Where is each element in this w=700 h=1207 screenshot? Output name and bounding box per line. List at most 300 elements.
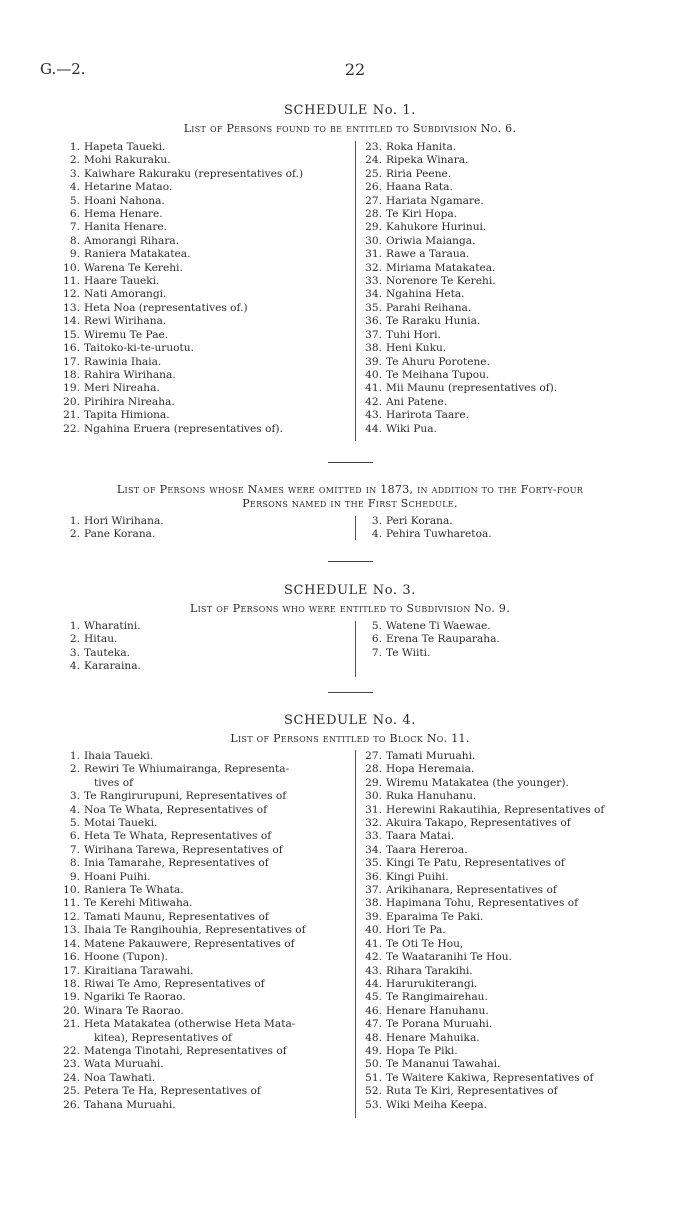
list-item [362,248,557,261]
item-number: 3. [69,167,80,180]
item-number: 45. [365,991,382,1004]
item-number: 14. [63,315,80,328]
item-number: 5. [69,817,80,830]
list-item [60,804,306,817]
item-number: 42. [365,951,382,964]
item-name: Tuhi Hori. [386,328,441,341]
omitted-right-column [362,515,492,542]
list-item [60,633,141,646]
omitted-list-title-line1: List of Persons whose Names were omitted in 1873, in addition to the Forty-four [116,483,584,496]
list-item [362,844,604,857]
item-name: Riria Peene. [386,167,452,180]
item-name: Warena Te Kerehi. [84,261,183,274]
item-name: Ihaia Taueki. [84,750,154,762]
item-name: Heni Kuku. [386,342,447,355]
item-number: 21. [63,1018,80,1031]
list-item [60,248,303,261]
item-name: Tauteka. [84,646,131,659]
list-item [60,262,303,275]
item-number: 1. [69,750,80,762]
item-name: Te Waataranihi Te Hou. [386,951,512,964]
list-item [362,262,557,275]
item-number: 34. [365,288,382,301]
item-number: 4. [69,181,80,194]
item-number: 6. [69,208,80,221]
item-number: 15. [63,328,80,341]
document-reference: G.—2. [40,60,86,78]
list-item [60,315,303,328]
list-item [60,423,303,436]
item-number: 41. [365,382,382,395]
item-name: Hoone (Tupon). [84,951,168,964]
item-number: 5. [69,194,80,207]
item-number: 17. [63,355,80,368]
item-number: 1. [69,620,80,632]
schedule-3-left-column [60,620,141,674]
item-name: Norenore Te Kerehi. [386,275,496,288]
list-item [362,342,557,355]
omitted-list-title-line2: Persons named in the First Schedule. [242,497,458,510]
item-name: Hapeta Taueki. [84,141,166,153]
list-item [60,830,306,843]
list-item [362,382,557,395]
column-divider [355,621,356,677]
list-item [60,777,306,790]
list-item [60,763,306,776]
list-item [60,141,303,154]
list-item [60,528,164,541]
item-number: 31. [365,248,382,261]
list-item [362,991,604,1004]
list-item [60,817,306,830]
item-name: Te Wiiti. [386,646,431,659]
list-item [362,515,492,528]
schedule-1-subtitle: List of Persons found to be entitled to Subdivision No. 6. [183,122,517,135]
item-name: Wiremu Matakatea (the younger). [386,776,569,789]
item-number: 16. [63,951,80,964]
list-item [362,884,604,897]
page-number: 22 [344,60,366,79]
list-item [60,221,303,234]
schedule-3-title: SCHEDULE No. 3. [284,583,416,598]
item-name: Parahi Reihana. [386,301,472,314]
list-item [60,857,306,870]
item-name: Hariata Ngamare. [386,194,484,207]
item-number: 4. [69,803,80,816]
list-item [362,154,557,167]
list-item [60,195,303,208]
list-item [60,871,306,884]
item-number: 32. [365,817,382,830]
list-item [362,857,604,870]
list-item [60,978,306,991]
item-number: 5. [371,620,382,632]
item-number: 16. [63,342,80,355]
item-number: 19. [63,991,80,1004]
item-name: Te Porana Muruahi. [386,1018,493,1031]
item-number: 35. [365,857,382,870]
list-item [60,924,306,937]
item-name: Te Rangirurupuni, Representatives of [84,790,287,803]
item-name: Ani Patene. [386,395,448,408]
item-number: 28. [365,763,382,776]
item-number: 2. [69,528,80,541]
item-name: Petera Te Ha, Representatives of [84,1085,261,1098]
item-name: Peri Korana. [386,515,453,527]
item-name: Henare Hanuhanu. [386,1004,489,1017]
list-item [60,235,303,248]
list-item [362,235,557,248]
schedule-1-right-column [362,141,557,436]
item-number: 27. [365,194,382,207]
item-number: 18. [63,977,80,990]
item-number: 18. [63,368,80,381]
item-number: 27. [365,750,382,762]
list-item [362,369,557,382]
list-item [362,1032,604,1045]
omitted-left-column [60,515,164,542]
item-name: Ngahina Heta. [386,288,465,301]
item-name: Harurukiterangi. [386,977,478,990]
list-item [362,911,604,924]
schedule-4-left-column [60,750,306,1112]
list-item [60,342,303,355]
item-name: Heta Te Whata, Representatives of [84,830,272,843]
list-item [60,1045,306,1058]
item-name: Noa Tawhati. [84,1071,156,1084]
list-item [362,951,604,964]
item-number: 41. [365,937,382,950]
item-number: 31. [365,803,382,816]
list-item [362,315,557,328]
item-number: 33. [365,275,382,288]
list-item [60,965,306,978]
list-item [362,195,557,208]
list-item [362,804,604,817]
list-item [362,965,604,978]
item-name: Kahukore Hurinui. [386,221,487,234]
item-number: 23. [63,1058,80,1071]
item-number: 22. [63,1044,80,1057]
item-name: Te Waitere Kakiwa, Representatives of [386,1071,594,1084]
item-name: Raniera Matakatea. [84,248,191,261]
item-name: Raniera Te Whata. [84,884,184,897]
item-number: 38. [365,897,382,910]
item-name: Hori Wirihana. [84,515,164,527]
item-number: 43. [365,409,382,422]
list-item [60,1072,306,1085]
list-item [362,790,604,803]
list-item [362,396,557,409]
item-number: 20. [63,395,80,408]
list-item [60,154,303,167]
list-item [60,844,306,857]
list-item [60,1018,306,1031]
list-item [362,647,500,660]
item-name: Te Rangimairehau. [386,991,488,1004]
item-number: 40. [365,924,382,937]
list-item [60,790,306,803]
list-item [60,369,303,382]
item-number: 29. [365,221,382,234]
item-number: 37. [365,884,382,897]
item-name: Pane Korana. [84,528,156,541]
item-number: 10. [63,261,80,274]
item-name: Haana Rata. [386,181,453,194]
list-item [362,423,557,436]
item-name: Hapimana Tohu, Representatives of [386,897,579,910]
schedule-4-title: SCHEDULE No. 4. [284,713,416,728]
column-divider [355,141,356,441]
list-item [362,633,500,646]
item-name: Tamati Muruahi. [386,750,476,762]
item-number: 11. [63,897,80,910]
item-name: Matenga Tinotahi, Representatives of [84,1044,287,1057]
list-item [60,515,164,528]
item-name: Mii Maunu (representatives of). [386,382,558,395]
section-rule [328,462,373,463]
item-number: 7. [69,221,80,234]
item-name: Tapita Himiona. [84,409,170,422]
item-name: Heta Matakatea (otherwise Heta Mata- [84,1018,296,1031]
list-item [362,871,604,884]
item-name: Matene Pakauwere, Representatives of [84,937,295,950]
item-number: 1. [69,515,80,527]
item-name: Wiki Pua. [386,422,437,435]
list-item [362,1085,604,1098]
item-number: 44. [365,977,382,990]
item-name: Hori Te Pa. [386,924,446,937]
item-name: Roka Hanita. [386,141,457,153]
item-number: 4. [371,528,382,541]
item-number: 48. [365,1031,382,1044]
item-name: Pehira Tuwharetoa. [386,528,492,541]
list-item [60,1058,306,1071]
item-name: Pirihira Nireaha. [84,395,175,408]
item-number: 2. [69,154,80,167]
schedule-4-subtitle: List of Persons entitled to Block No. 11. [230,732,470,745]
list-item [362,1099,604,1112]
item-name: Taitoko-ki-te-uruotu. [84,342,194,355]
item-number: 14. [63,937,80,950]
item-name: Hoani Puihi. [84,870,151,883]
list-item [60,1085,306,1098]
item-number: 43. [365,964,382,977]
list-item [362,288,557,301]
item-number: 7. [69,843,80,856]
item-number: 30. [365,790,382,803]
item-name: Riwai Te Amo, Representatives of [84,977,265,990]
item-number: 30. [365,234,382,247]
item-number: 7. [371,646,382,659]
list-item [60,329,303,342]
list-item [362,356,557,369]
item-name: Inia Tamarahe, Representatives of [84,857,269,870]
item-number: 37. [365,328,382,341]
item-name: Kingi Puihi. [386,870,449,883]
list-item [362,830,604,843]
item-number: 19. [63,382,80,395]
list-item [60,208,303,221]
item-number: 2. [69,633,80,646]
item-number: 42. [365,395,382,408]
list-item [362,221,557,234]
item-name: Henare Mahuika. [386,1031,480,1044]
section-rule [328,561,373,562]
item-number: 13. [63,301,80,314]
item-name: Taara Hereroa. [386,843,468,856]
item-number: 51. [365,1071,382,1084]
item-name: Kaiwhare Rakuraku (representatives of.) [84,167,304,180]
item-name: Heta Noa (representatives of.) [84,301,248,314]
item-name: Te Ahuru Porotene. [386,355,490,368]
item-name: Rewiri Te Whiumairanga, Representa- [84,763,290,776]
item-number: 39. [365,910,382,923]
item-number: 9. [69,870,80,883]
item-name: Meri Nireaha. [84,382,160,395]
item-name: Ruta Te Kiri, Representatives of [386,1085,558,1098]
item-name: Hema Henare. [84,208,163,221]
item-number: 50. [365,1058,382,1071]
item-number: 26. [365,181,382,194]
item-number: 8. [69,857,80,870]
item-name: Erena Te Rauparaha. [386,633,500,646]
item-name: Harirota Taare. [386,409,469,422]
list-item [362,897,604,910]
list-item [362,168,557,181]
item-name: Wiremu Te Pae. [84,328,169,341]
item-name: Noa Te Whata, Representatives of [84,803,268,816]
item-number: 22. [63,422,80,435]
list-item [362,817,604,830]
item-number: 34. [365,843,382,856]
schedule-4-right-column [362,750,604,1112]
item-number: 32. [365,261,382,274]
item-name: Rewi Wirihana. [84,315,167,328]
item-number: 2. [69,763,80,776]
item-number: 36. [365,870,382,883]
item-name: Watene Ti Waewae. [386,620,491,632]
list-item [60,356,303,369]
item-number: 1. [69,141,80,153]
item-name: Ruka Hanuhanu. [386,790,477,803]
list-item [362,978,604,991]
item-number: 12. [63,288,80,301]
item-name: Hanita Henare. [84,221,168,234]
list-item [60,382,303,395]
list-item [362,208,557,221]
item-number: 35. [365,301,382,314]
item-number: 36. [365,315,382,328]
list-item [362,1005,604,1018]
item-number: 8. [69,234,80,247]
list-item [60,951,306,964]
list-item [362,777,604,790]
list-item [60,288,303,301]
item-number: 12. [63,910,80,923]
item-number: 9. [69,248,80,261]
column-divider [355,516,356,540]
list-item [362,329,557,342]
item-name: Taara Matai. [386,830,455,843]
item-name: Hitau. [84,633,118,646]
item-number: 24. [63,1071,80,1084]
list-item [362,528,492,541]
item-name: Akuira Takapo, Representatives of [386,817,571,830]
item-number: 53. [365,1098,382,1111]
item-name: Miriama Matakatea. [386,261,496,274]
list-item [60,396,303,409]
item-number: 25. [63,1085,80,1098]
item-name: Hopa Te Piki. [386,1044,458,1057]
list-item [60,991,306,1004]
item-name: Te Raraku Hunia. [386,315,481,328]
list-item [362,750,604,763]
item-number: 33. [365,830,382,843]
schedule-3-subtitle: List of Persons who were entitled to Subdivision No. 9. [189,602,510,615]
column-divider [355,750,356,1118]
item-name: Winara Te Raorao. [84,1004,184,1017]
item-name: Ngariki Te Raorao. [84,991,186,1004]
item-name: Oriwia Maianga. [386,234,476,247]
item-name: Ngahina Eruera (representatives of). [84,422,283,435]
item-name: Wiki Meiha Keepa. [386,1098,487,1111]
item-number: 49. [365,1044,382,1057]
item-name: Ripeka Winara. [386,154,469,167]
item-name: Kiraitiana Tarawahi. [84,964,194,977]
list-item [60,750,306,763]
list-item [362,302,557,315]
list-item [60,302,303,315]
list-item [60,275,303,288]
item-number: 44. [365,422,382,435]
item-number: 39. [365,355,382,368]
item-number: 17. [63,964,80,977]
list-item [60,168,303,181]
list-item [60,1005,306,1018]
list-item [362,1045,604,1058]
item-number: 3. [371,515,382,527]
list-item [60,938,306,951]
item-name: Te Oti Te Hou, [386,937,464,950]
item-name: Wirihana Tarewa, Representatives of [84,843,283,856]
item-name: Wata Muruahi. [84,1058,164,1071]
item-number: 6. [69,830,80,843]
list-item [362,275,557,288]
list-item [362,409,557,422]
item-name: Arikihanara, Representatives of [386,884,557,897]
list-item [362,1072,604,1085]
item-name: Amorangi Rihara. [84,234,180,247]
list-item [362,181,557,194]
list-item [362,1058,604,1071]
list-item [60,660,141,673]
item-number: 26. [63,1098,80,1111]
list-item [60,897,306,910]
list-item [60,409,303,422]
item-number: 40. [365,368,382,381]
list-item [362,763,604,776]
item-name: Rahira Wirihana. [84,368,176,381]
item-number: 38. [365,342,382,355]
list-item [60,181,303,194]
item-name: Te Kerehi Mitiwaha. [84,897,193,910]
item-number: 46. [365,1004,382,1017]
list-item [362,1018,604,1031]
list-item [60,884,306,897]
item-name: Motai Taueki. [84,817,158,830]
item-number: 24. [365,154,382,167]
